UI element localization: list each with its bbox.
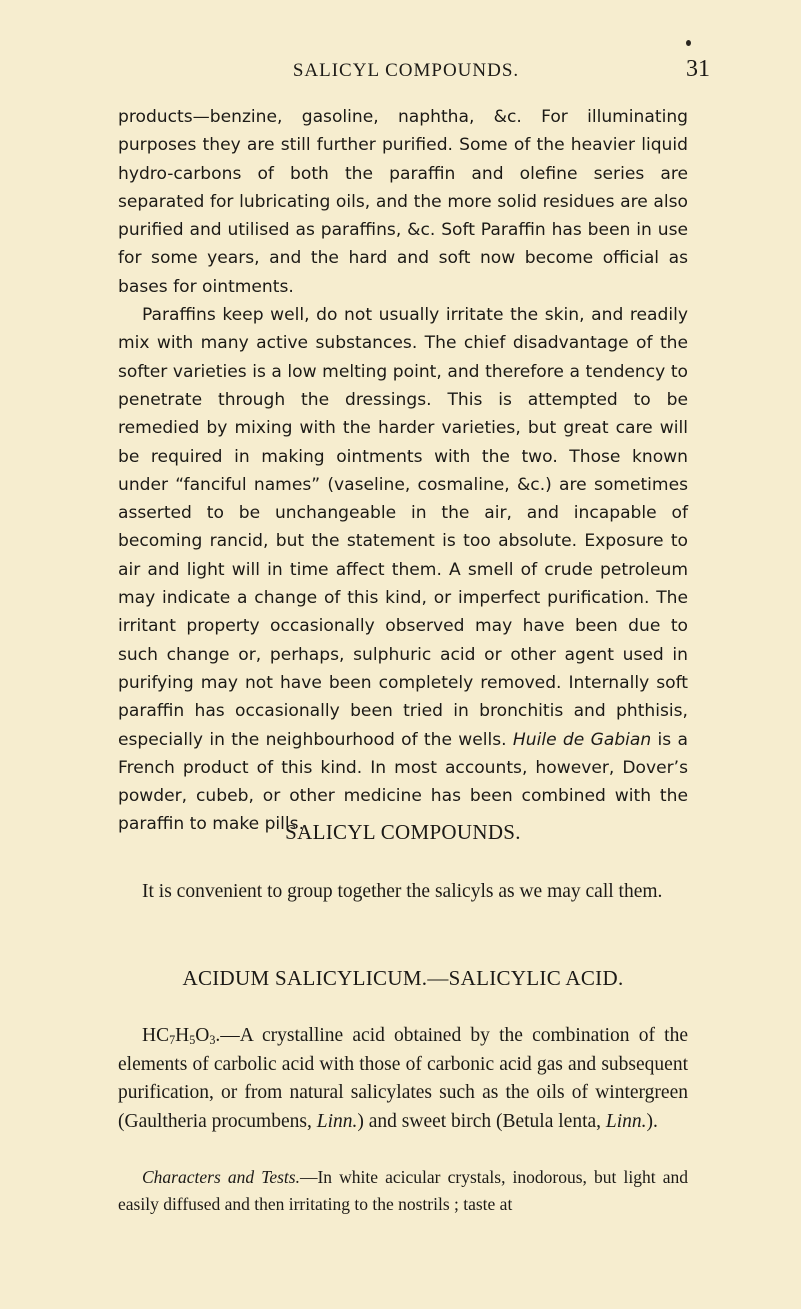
formula-sub-7: 7 [169, 1033, 176, 1047]
section-heading-salicyl: SALICYL COMPOUNDS. [285, 820, 521, 844]
section-heading-acid: ACIDUM SALICYLICUM.—SALICYLIC ACID. [182, 966, 624, 990]
formula-sub-5: 5 [189, 1033, 196, 1047]
characters-and-tests [118, 1164, 688, 1218]
salicyl-intro [118, 878, 688, 907]
acid-description [118, 1022, 688, 1136]
acid-text-start: .—A crystalline acid obtained by the combination of the elements of carbolic acid with those of carbonic acid gas and subsequent purification, or from natural salicylates such as the oils of wintergreen (Gaultheria procumbens, [118, 1025, 688, 1132]
formula-h: H [175, 1025, 190, 1046]
acid-description-text [118, 1022, 688, 1136]
huile-de-gabian: Huile de Gabian [512, 729, 652, 750]
ink-speck [686, 40, 691, 46]
characters-label: Characters and Tests. [142, 1167, 300, 1187]
authority-linn-1: Linn. [316, 1110, 358, 1132]
formula-hc: HC [142, 1025, 170, 1046]
chemical-formula [142, 1025, 215, 1046]
authority-linn-2: Linn. [605, 1110, 647, 1132]
formula-sub-3: 3 [209, 1033, 216, 1047]
paraffin-section [118, 103, 688, 839]
running-head: SALICYL COMPOUNDS. [292, 60, 520, 81]
acid-text-end: ). [646, 1110, 658, 1132]
page-number: 31 [686, 56, 710, 82]
paraffin-paragraph-2-text: Paraffins keep well, do not usually irritate the skin, and readily mix with many active substances. The chief disadvantage of the softer varieties is a low melting point, and therefore a tendency to penetrate through the dressings. This is attempted to be remedied by mixing with the harder varieties, but great care will be required in making ointments with the two. Those known under “fanciful names” (vaseline, cosmaline, &c.) are sometimes asserted to be unchangeable in the air, and incapable of becoming rancid, but the statement is too absolute. Exposure to air and light will in time affect them. A smell of crude petroleum may indicate a change of this kind, or imperfect purification. The irritant property occasionally observed may have been due to such change or, perhaps, sulphuric acid or other agent used in purifying may not have been completely removed. Internally soft paraffin has occasionally been tried in bronchitis and phthisis, especially in the neighbourhood of the wells. [118, 305, 688, 750]
formula-o: O [195, 1025, 210, 1046]
acid-text-mid: ) and sweet birch (Betula lenta, [357, 1110, 602, 1132]
paraffin-paragraph-1: products—benzine, gasoline, naphtha, &c. For illuminating purposes they are still further purified. Some of the heavier liquid hydro-carbons of both the paraffin and olefine series are separated for lubricating oils, and the more solid residues are also purified and utilised as paraffins, &c. Soft Paraffin has been in use for some years, and the hard and soft now become official as bases for ointments. [118, 107, 688, 297]
characters-body: —In white acicular crystals, inodorous, but light and easily diffused and then irritating to the nostrils ; taste at [118, 1167, 688, 1214]
salicyl-intro-text: It is convenient to group together the salicyls as we may call them. [142, 881, 663, 902]
characters-text [118, 1164, 688, 1218]
paraffin-paragraph-2-end: is a French product of this kind. In most accounts, however, Dover’s powder, cubeb, or other medicine has been combined with the paraffin to make pills. [118, 729, 688, 835]
paraffin-paragraph-2 [118, 301, 688, 839]
